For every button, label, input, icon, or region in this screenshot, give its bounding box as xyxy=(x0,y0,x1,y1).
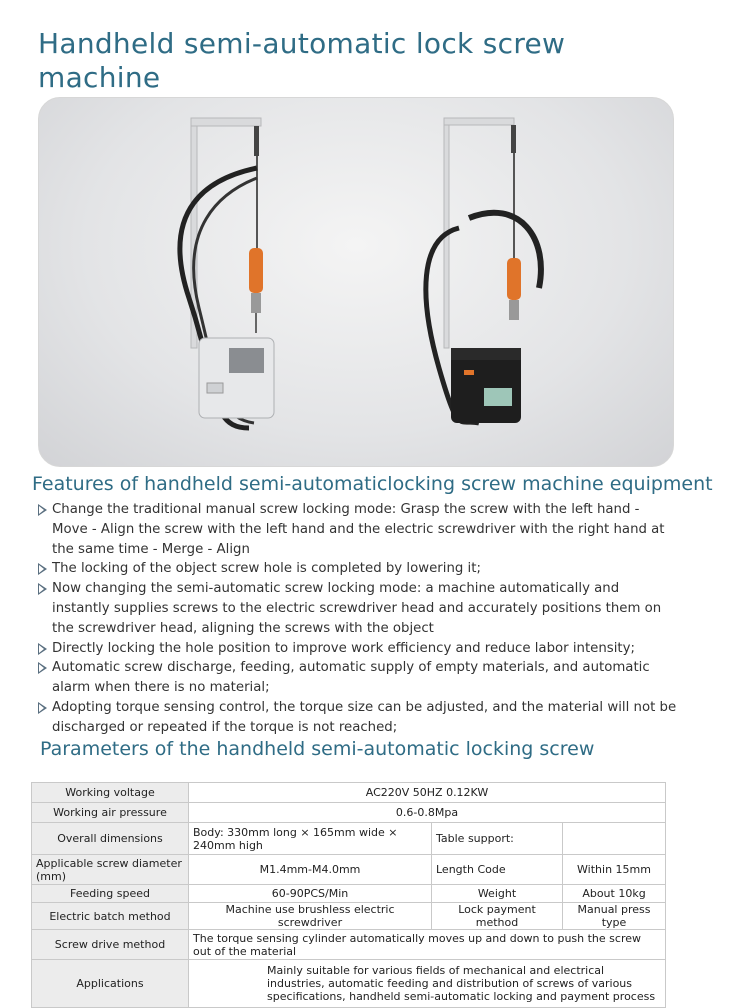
table-row xyxy=(32,823,666,855)
list-item: The locking of the object screw hole is completed by lowering it; xyxy=(38,559,678,579)
param-value: Mainly suitable for various fields of mechanical and electrical industries, automatic feeding and distribution of screws of various specifications, handheld semi-automatic locking and payment process xyxy=(189,960,666,1008)
triangle-bullet-icon xyxy=(38,583,47,595)
param-label: Working air pressure xyxy=(32,803,189,823)
triangle-bullet-icon xyxy=(38,702,47,714)
param-value: AC220V 50HZ 0.12KW xyxy=(189,783,666,803)
param-label: Overall dimensions xyxy=(32,823,189,855)
list-item: Adopting torque sensing control, the torque size can be adjusted, and the material will not be discharged or repeated if the torque is not reached; xyxy=(38,698,678,738)
param-value: Body: 330mm long × 165mm wide × 240mm high xyxy=(189,823,432,855)
list-item: Automatic screw discharge, feeding, automatic supply of empty materials, and automatic alarm when there is no material; xyxy=(38,658,678,698)
param-value: Manual press type xyxy=(563,903,666,930)
list-item: Now changing the semi-automatic screw locking mode: a machine automatically and instantly supplies screws to the electric screwdriver head and accurately positions them on the screwdriver head, aligning the screws with the object xyxy=(38,579,678,638)
triangle-bullet-icon xyxy=(38,662,47,674)
features-heading: Features of handheld semi-automaticlocking screw machine equipment xyxy=(32,473,713,495)
param-label: Table support: xyxy=(432,823,563,855)
param-label: Lock payment method xyxy=(432,903,563,930)
param-label: Screw drive method xyxy=(32,930,189,960)
triangle-bullet-icon xyxy=(38,563,47,575)
param-value: 60-90PCS/Min xyxy=(189,885,432,903)
product-photo xyxy=(38,97,674,467)
param-label: Feeding speed xyxy=(32,885,189,903)
param-label: Electric batch method xyxy=(32,903,189,930)
param-value: M1.4mm-M4.0mm xyxy=(189,855,432,885)
table-row xyxy=(32,930,666,960)
table-row xyxy=(32,903,666,930)
param-label: Working voltage xyxy=(32,783,189,803)
parameters-heading: Parameters of the handheld semi-automatic locking screw xyxy=(40,738,595,760)
param-value: 0.6-0.8Mpa xyxy=(189,803,666,823)
left-machine xyxy=(180,118,274,428)
table-row xyxy=(32,960,666,1008)
table-row xyxy=(32,855,666,885)
parameters-table xyxy=(31,782,666,1008)
param-label: Length Code xyxy=(432,855,563,885)
param-value: The torque sensing cylinder automatically moves up and down to push the screw out of the material xyxy=(189,930,666,960)
table-row xyxy=(32,803,666,823)
triangle-bullet-icon xyxy=(38,504,47,516)
param-label: Applicable screw diameter (mm) xyxy=(32,855,189,885)
table-row xyxy=(32,783,666,803)
table-row xyxy=(32,885,666,903)
page-title: Handheld semi-automatic lock screw machine xyxy=(38,26,566,94)
param-label: Weight xyxy=(432,885,563,903)
param-label: Applications xyxy=(32,960,189,1008)
list-item: Directly locking the hole position to improve work efficiency and reduce labor intensity; xyxy=(38,639,678,659)
right-machine xyxy=(426,118,541,423)
param-value xyxy=(563,823,666,855)
list-item: Change the traditional manual screw locking mode: Grasp the screw with the left hand - Move - Align the screw with the left hand and the electric screwdriver with the right hand at the same time - Merge - Align xyxy=(38,500,678,559)
triangle-bullet-icon xyxy=(38,643,47,655)
param-value: About 10kg xyxy=(563,885,666,903)
product-illustration xyxy=(39,98,673,466)
features-list xyxy=(38,500,678,738)
param-value: Machine use brushless electric screwdriver xyxy=(189,903,432,930)
param-value: Within 15mm xyxy=(563,855,666,885)
